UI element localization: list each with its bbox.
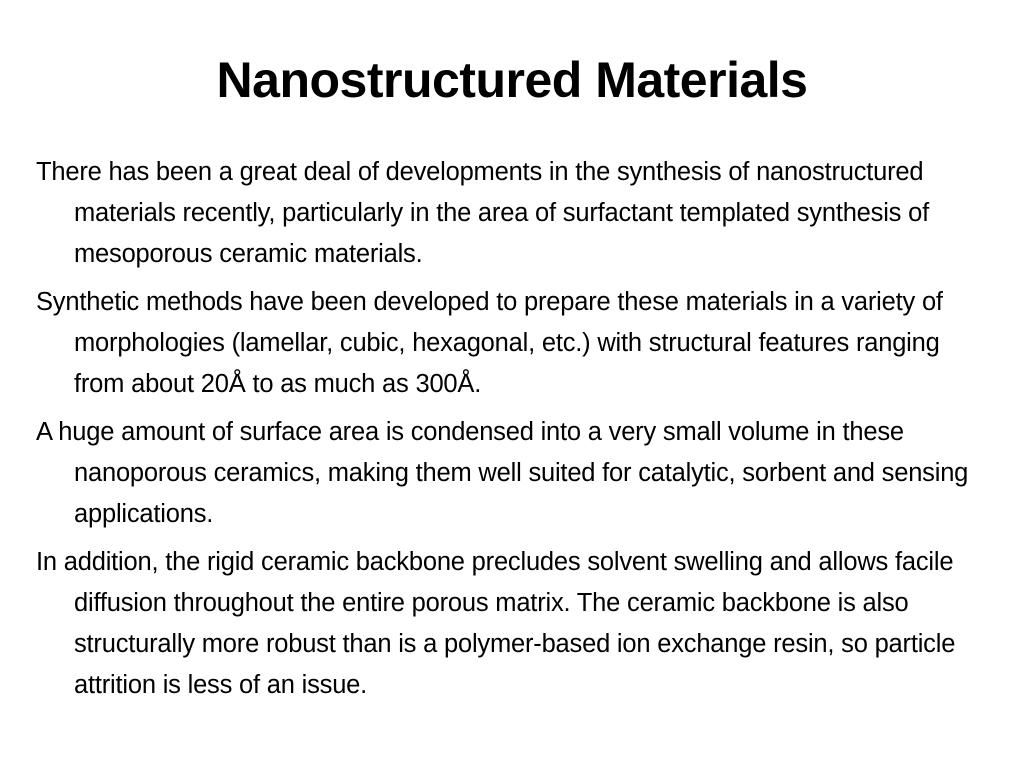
slide-title: Nanostructured Materials [216,52,808,108]
paragraph-ceramic-backbone: In addition, the rigid ceramic backbone precludes solvent swelling and allows facile diffusion throughout the entire porous matrix. The ceramic backbone is also structurally more robust than is a polymer-based ion exchange resin, so particle attrition is less of an issue. [36,548,956,699]
paragraph-surface-area: A huge amount of surface area is condensed into a very small volume in these nanoporous ceramics, making them well suited for catalytic, sorbent and sensing applications. [36,418,969,528]
paragraph-synthetic-methods: Synthetic methods have been developed to prepare these materials in a variety of morphologies (lamellar, cubic, hexagonal, etc.) with structural features ranging from about 20Å to as much as 300Å. [36,288,943,398]
slide-body [36,152,991,713]
paragraph-synthesis-developments: There has been a great deal of developments in the synthesis of nanostructured materials recently, particularly in the area of surfactant templated synthesis of mesoporous ceramic materials. [36,158,929,268]
